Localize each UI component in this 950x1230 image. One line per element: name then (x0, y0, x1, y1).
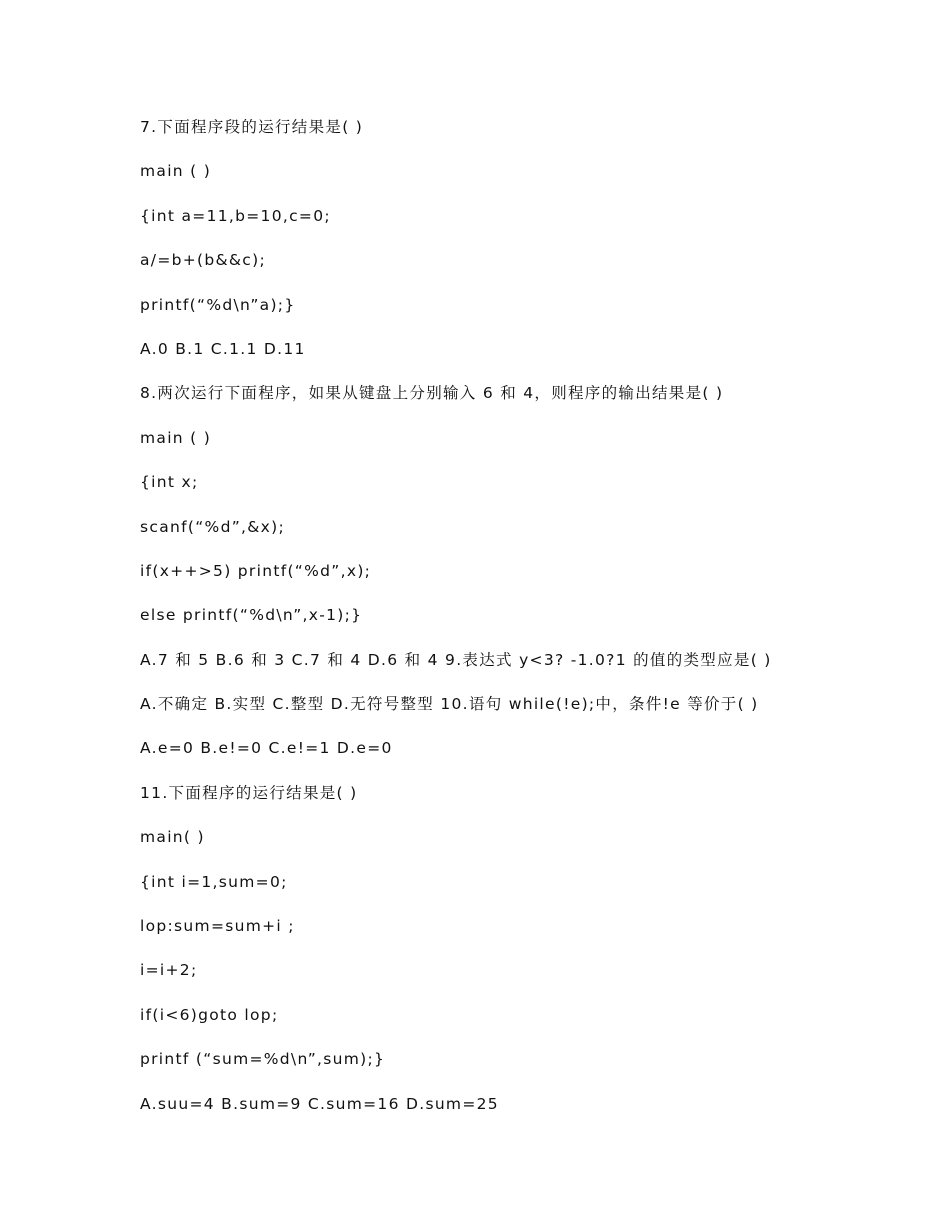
question-8-options-question-9-stem: A.7 和 5 B.6 和 3 C.7 和 4 D.6 和 4 9.表达式 y<3? -1.0?1 的值的类型应是( ) (140, 650, 772, 669)
code-line: lop:sum=sum+i ; (140, 917, 295, 936)
code-line: scanf(“%d”,&x); (140, 517, 286, 536)
question-9-options-question-10-stem: A.不确定 B.实型 C.整型 D.无符号整型 10.语句 while(!e);中，条件!e 等价于( ) (140, 695, 759, 714)
code-line: if(x++>5) printf(“%d”,x); (140, 561, 372, 580)
question-11-options: A.suu=4 B.sum=9 C.sum=16 D.sum=25 (140, 1094, 499, 1113)
code-line: {int i=1,sum=0; (140, 872, 288, 891)
code-line: printf(“%d\n”a);} (140, 295, 296, 314)
code-line: {int x; (140, 473, 199, 492)
code-line: main ( ) (140, 428, 212, 447)
question-7-stem: 7.下面程序段的运行结果是( ) (140, 118, 364, 136)
question-7-options: A.0 B.1 C.1.1 D.11 (140, 339, 306, 358)
code-line: else printf(“%d\n”,x-1);} (140, 606, 363, 625)
document-page (140, 116, 920, 1137)
question-11-stem: 11.下面程序的运行结果是( ) (140, 783, 358, 802)
code-line: main( ) (140, 828, 205, 847)
code-line: i=i+2; (140, 961, 198, 980)
code-line: {int a=11,b=10,c=0; (140, 206, 331, 225)
code-line: a/=b+(b&&c); (140, 251, 266, 270)
code-line: if(i<6)goto lop; (140, 1005, 279, 1024)
code-line: main ( ) (140, 162, 212, 181)
code-line: printf (“sum=%d\n”,sum);} (140, 1050, 386, 1069)
question-8-stem: 8.两次运行下面程序，如果从键盘上分别输入 6 和 4，则程序的输出结果是( ) (140, 384, 724, 403)
question-10-options: A.e=0 B.e!=0 C.e!=1 D.e=0 (140, 739, 393, 758)
